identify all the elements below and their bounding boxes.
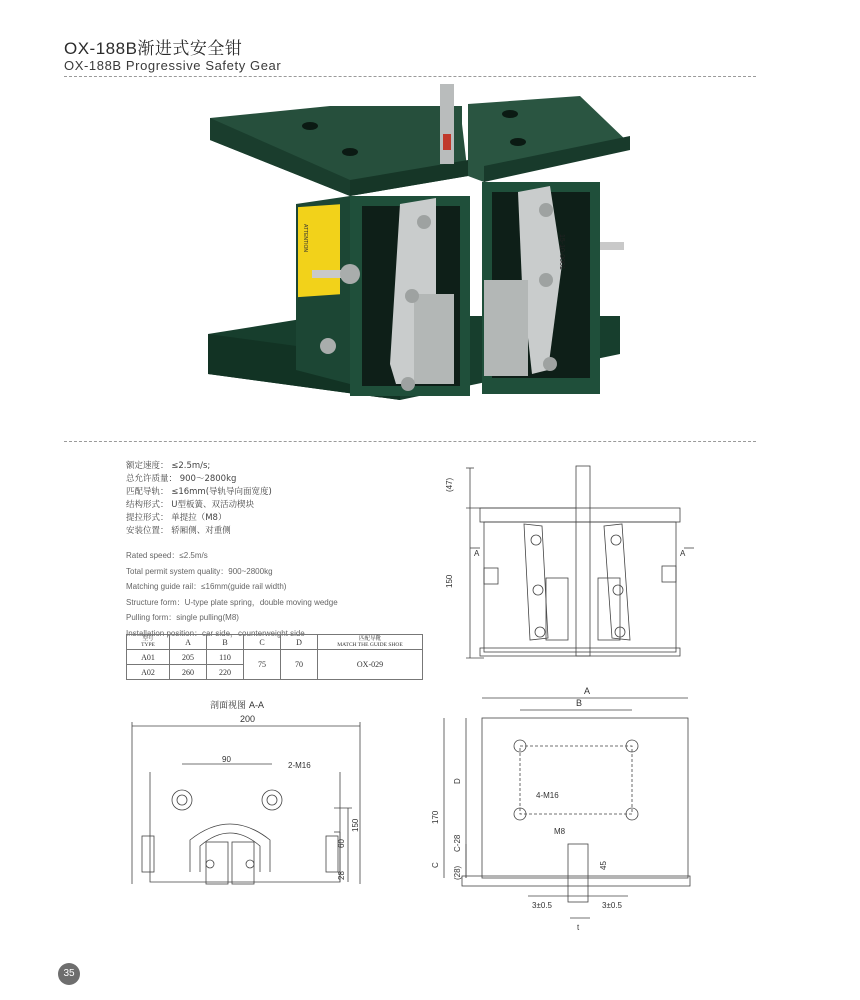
cell-b: 220 [207,665,244,680]
tol-right: 3±0.5 [602,901,622,910]
cell-c: 75 [244,650,281,680]
cell-shoe: OX-029 [318,650,423,680]
spec-label: 结构形式： [126,500,169,510]
cell-type: A02 [127,665,170,680]
spec-row [126,460,272,473]
page-title-en: OX-188B Progressive Safety Gear [64,58,282,73]
section-marker-left: A [474,549,480,558]
table-row [127,650,423,665]
dim-28: (28) [453,865,462,880]
dim-a: A [584,686,591,696]
dimension-table [126,634,423,680]
dim-28: 28 [337,871,346,880]
spec-label: 匹配导轨： [126,487,169,497]
spec-row [126,499,272,512]
cell-a: 260 [170,665,207,680]
spec-row [126,486,272,499]
cell-d: 70 [281,650,318,680]
spec-value: 900～2800kg [179,474,237,484]
front-view-drawing [440,458,720,668]
spec-row [126,525,272,538]
spec-value: U型板簧、双活动楔块 [171,500,254,510]
specs-cn [126,460,272,538]
th-c: C [244,635,281,650]
header-divider [64,76,756,77]
th-b: B [207,635,244,650]
spec-value: ≤16mm(导轨导向面宽度) [171,487,272,497]
spec-en-row: Matching guide rail：≤16mm(guide rail width) [126,582,287,591]
th-a: A [170,635,207,650]
spec-label: 提拉形式： [126,513,169,523]
dim-c: C [431,862,440,868]
spec-en-row: Structure form：U-type plate spring，double moving wedge [126,597,338,607]
cell-b: 110 [207,650,244,665]
product-photo [200,84,640,424]
warning-label: ATTENTION [302,224,308,252]
dim-d: D [453,778,462,784]
spec-row [126,473,272,486]
photo-label-text: 15-10-0001 [558,234,565,270]
dim-height: 150 [445,574,454,588]
spec-label: 总允许质量： [126,474,178,484]
bolt-label-4m16: 4-M16 [536,791,559,800]
dim-45: 45 [599,861,608,870]
page-number: 35 [58,963,80,985]
spec-row [126,512,272,525]
spec-value: 轿厢侧、对重侧 [171,526,231,536]
specs-en [126,548,338,641]
dim-bolt-spacing: 90 [222,755,231,764]
spec-en-row: Rated speed：≤2.5m/s [126,551,208,560]
cell-type: A01 [127,650,170,665]
spec-label: 安装位置： [126,526,169,536]
th-shoe: 匹配导靴 MATCH THE GUIDE SHOE [318,635,423,650]
spec-value: 单提拉（M8） [171,513,227,523]
dim-t: t [577,923,580,932]
section-view-drawing [120,712,370,908]
dim-170: 170 [431,810,440,824]
spec-en-row: Installation position：car side，counterweight side [126,628,305,638]
dim-width: 200 [240,714,256,724]
page-title-cn: OX-188B渐进式安全钳 [64,39,243,58]
dim-b: B [576,698,583,708]
m8-label: M8 [554,827,566,836]
section-marker-right: A [680,549,686,558]
dim-c28: C-28 [453,834,462,852]
plan-view-drawing [420,684,710,944]
spec-en-row: Total permit system quality：900~2800kg [126,566,273,576]
bolt-label: 2-M16 [288,761,311,770]
th-type: 型号 TYPE [127,635,170,650]
dim-150: 150 [351,818,360,832]
spec-value: ≤2.5m/s; [171,461,211,471]
section-divider [64,441,756,442]
dim-60: 60 [337,839,346,848]
section-view-label: 剖面视图 A-A [210,701,265,711]
dim-top: (47) [445,477,454,492]
spec-en-row: Pulling form：single pulling(M8) [126,613,239,622]
tol-left: 3±0.5 [532,901,552,910]
table-header-row [127,635,423,650]
spec-label: 额定速度： [126,461,169,471]
cell-a: 205 [170,650,207,665]
th-d: D [281,635,318,650]
